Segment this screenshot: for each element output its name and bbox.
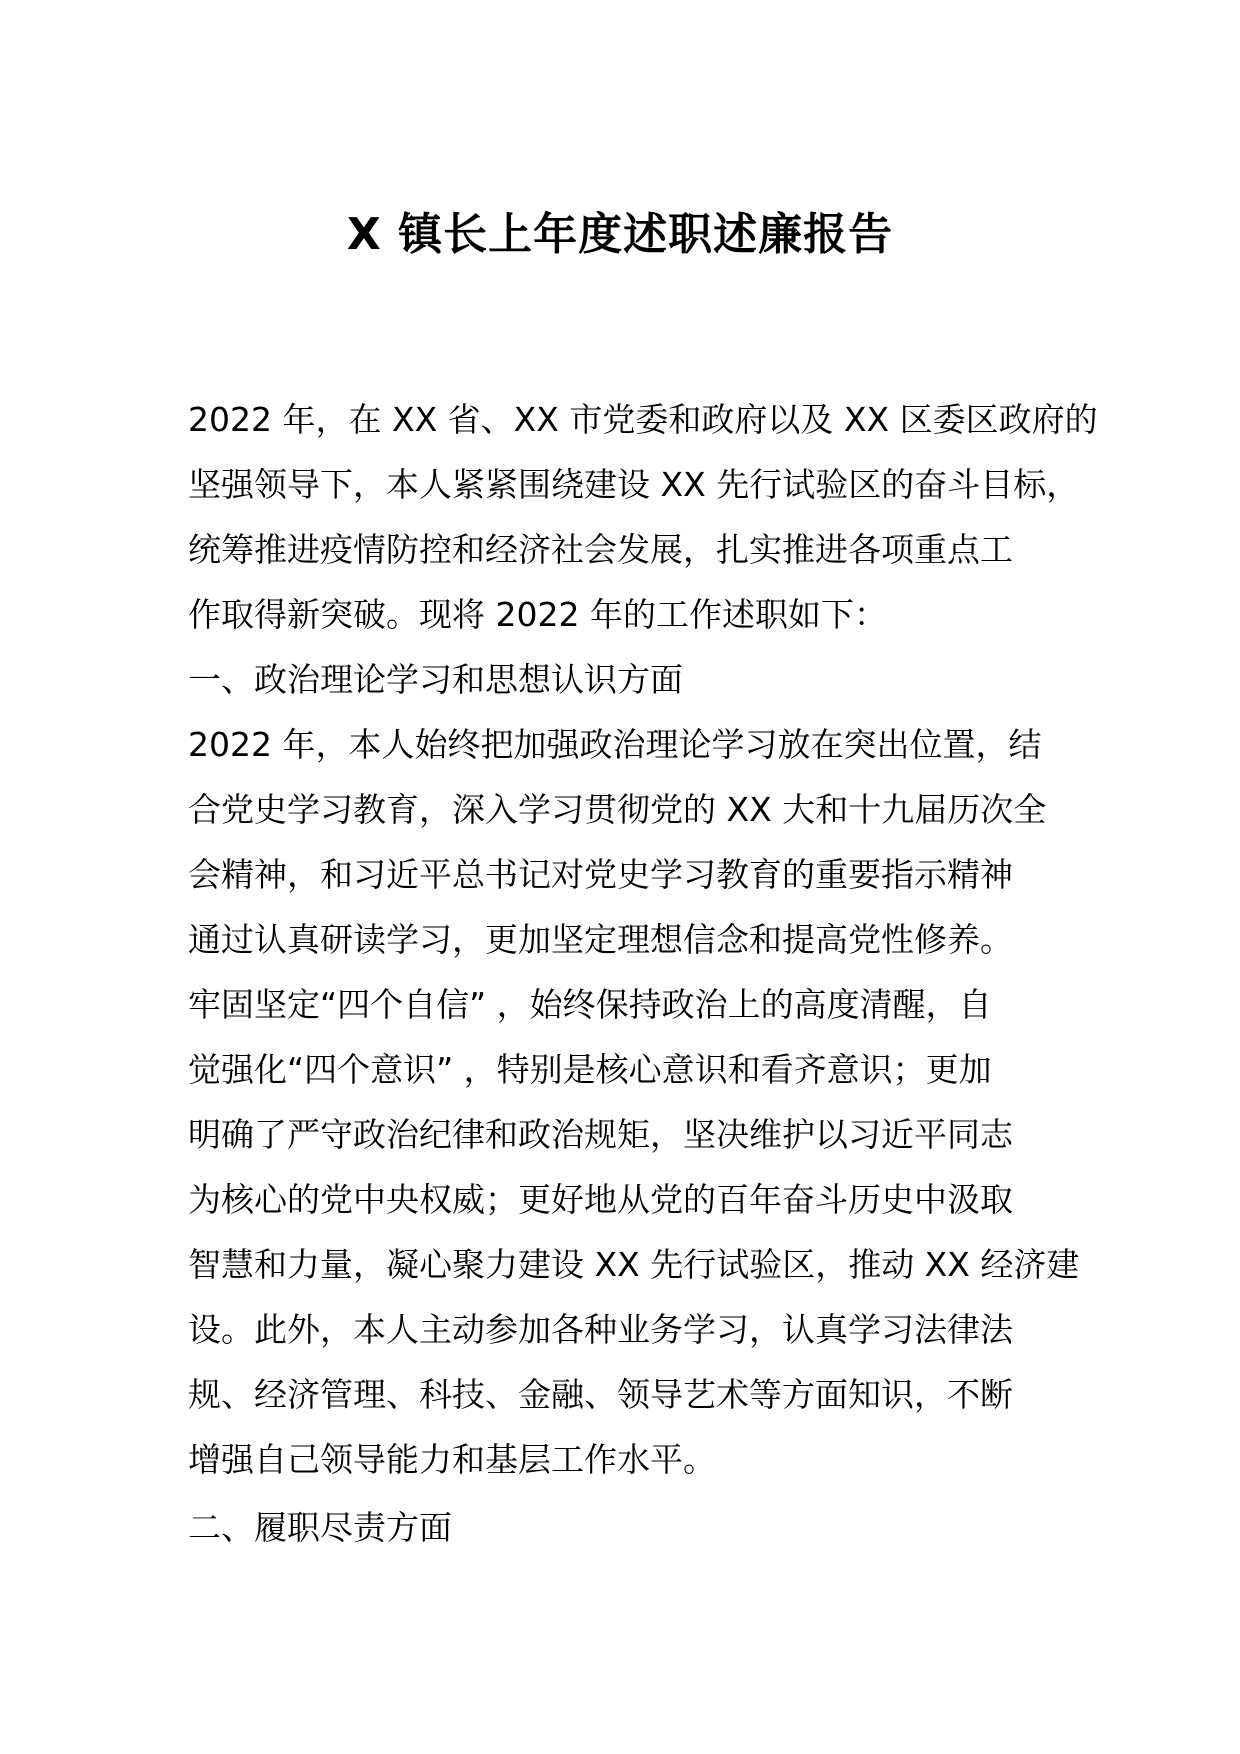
body-line: 设。此外，本人主动参加各种业务学习，认真学习法律法 bbox=[188, 1310, 1013, 1349]
body-line: 作取得新突破。现将 2022 年的工作述职如下： bbox=[188, 595, 887, 634]
body-line: 明确了严守政治纪律和政治规矩，坚决维护以习近平同志 bbox=[188, 1115, 1013, 1154]
body-line: 通过认真研读学习，更加坚定理想信念和提高党性修养。 bbox=[188, 920, 1013, 959]
body-line: 统筹推进疫情防控和经济社会发展，扎实推进各项重点工 bbox=[188, 530, 1013, 569]
body-line: 为核心的党中央权威；更好地从党的百年奋斗历史中汲取 bbox=[188, 1180, 1013, 1219]
body-line: 规、经济管理、科技、金融、领导艺术等方面知识，不断 bbox=[188, 1375, 1013, 1414]
body-line: 觉强化“四个意识” ，特别是核心意识和看齐意识；更加 bbox=[188, 1050, 992, 1089]
body-line: 合党史学习教育，深入学习贯彻党的 XX 大和十九届历次全 bbox=[188, 790, 1047, 829]
body-line: 增强自己领导能力和基层工作水平。 bbox=[188, 1440, 716, 1479]
body-line: 智慧和力量，凝心聚力建设 XX 先行试验区，推动 XX 经济建 bbox=[188, 1245, 1080, 1284]
body-line: 会精神，和习近平总书记对党史学习教育的重要指示精神 bbox=[188, 855, 1013, 894]
section-heading: 一、政治理论学习和思想认识方面 bbox=[188, 660, 683, 699]
body-line: 坚强领导下，本人紧紧围绕建设 XX 先行试验区的奋斗目标， bbox=[188, 465, 1080, 504]
section-heading: 二、履职尽责方面 bbox=[188, 1508, 452, 1547]
document-title: X 镇长上年度述职述廉报告 bbox=[346, 209, 894, 260]
body-line: 2022 年，本人始终把加强政治理论学习放在突出位置，结 bbox=[188, 725, 1042, 764]
body-line: 2022 年，在 XX 省、XX 市党委和政府以及 XX 区委区政府的 bbox=[188, 400, 1098, 439]
body-line: 牢固坚定“四个自信” ，始终保持政治上的高度清醒，自 bbox=[188, 985, 992, 1024]
document-body bbox=[188, 387, 1098, 1560]
